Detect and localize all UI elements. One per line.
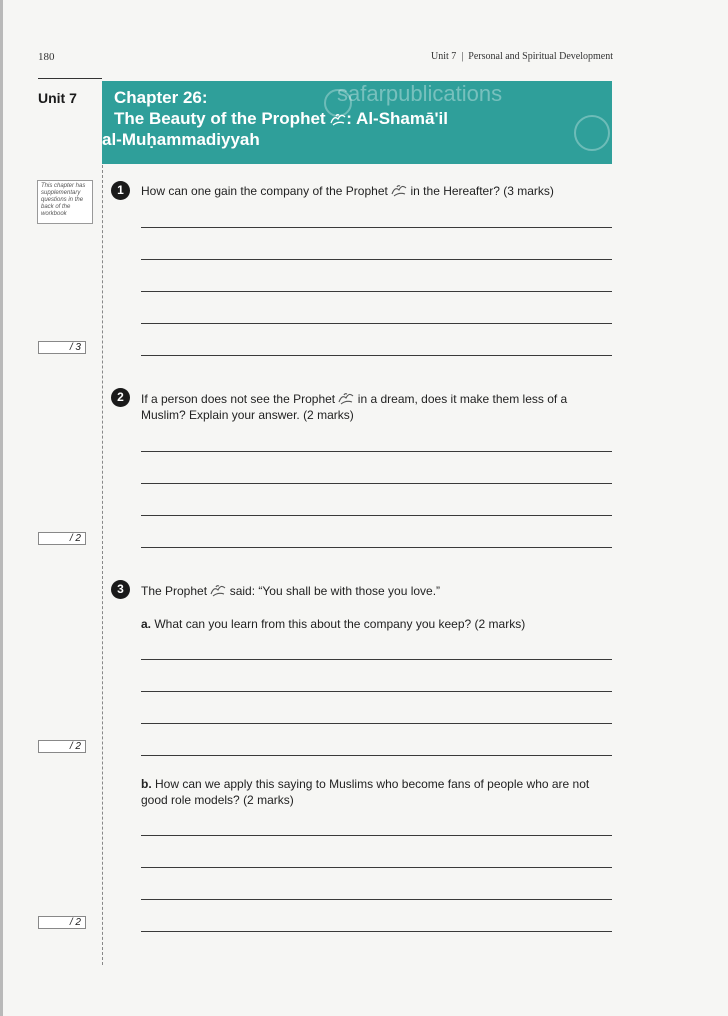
sub-question-b (141, 776, 611, 808)
salutation-seal-icon (391, 183, 407, 197)
question-text-part: in a dream, does it make them less of a Muslim? Explain your answer. (2 marks) (141, 392, 568, 422)
answer-line[interactable] (141, 691, 612, 692)
header-rule (38, 78, 102, 79)
answer-line[interactable] (141, 451, 612, 452)
marks-box[interactable]: / 3 (38, 341, 86, 354)
marks-box[interactable]: / 2 (38, 740, 86, 753)
chapter-title-part: The Beauty of the Prophet (114, 109, 331, 128)
chapter-title-line: al-Muḥammadiyyah (102, 130, 260, 149)
answer-line[interactable] (141, 355, 612, 356)
margin-divider (102, 165, 103, 965)
answer-line[interactable] (141, 931, 612, 932)
answer-line[interactable] (141, 659, 612, 660)
marks-box[interactable]: / 2 (38, 916, 86, 929)
answer-line[interactable] (141, 323, 612, 324)
answer-line[interactable] (141, 867, 612, 868)
salutation-seal-icon (210, 583, 226, 597)
question-text (141, 391, 611, 423)
sub-question-text: What can you learn from this about the company you keep? (2 marks) (151, 617, 526, 631)
answer-line[interactable] (141, 899, 612, 900)
question-text-part: The Prophet (141, 584, 211, 598)
running-header (431, 51, 613, 62)
marks-box[interactable]: / 2 (38, 532, 86, 545)
answer-line[interactable] (141, 291, 612, 292)
sub-question-letter: b. (141, 777, 152, 791)
running-header-unit: Unit 7 (431, 51, 457, 62)
answer-line[interactable] (141, 755, 612, 756)
salutation-seal-icon (338, 391, 354, 405)
question-text-part: How can one gain the company of the Prophet (141, 184, 392, 198)
answer-line[interactable] (141, 835, 612, 836)
answer-line[interactable] (141, 547, 612, 548)
question-number-badge: 1 (111, 181, 130, 200)
unit-label: Unit 7 (38, 90, 77, 106)
answer-line[interactable] (141, 227, 612, 228)
answer-line[interactable] (141, 483, 612, 484)
supplementary-note: This chapter has supplementary questions in the back of the workbook (37, 180, 93, 224)
question-number-badge: 2 (111, 388, 130, 407)
question-text-part: said: “You shall be with those you love.” (226, 584, 441, 598)
answer-line[interactable] (141, 259, 612, 260)
page-number: 180 (38, 51, 55, 63)
question-number-badge: 3 (111, 580, 130, 599)
chapter-banner (102, 81, 612, 164)
publisher-watermark: safarpublications (337, 81, 503, 106)
question-text (141, 583, 611, 599)
chapter-title-line (114, 109, 448, 129)
running-header-separator: | (461, 51, 464, 62)
answer-line[interactable] (141, 515, 612, 516)
chapter-number: Chapter 26: (114, 88, 208, 107)
sub-question-a (141, 616, 611, 632)
answer-line[interactable] (141, 723, 612, 724)
question-text-part: in the Hereafter? (3 marks) (407, 184, 554, 198)
sub-question-text: How can we apply this saying to Muslims who become fans of people who are not good role models? (2 marks) (141, 777, 590, 807)
sub-question-letter: a. (141, 617, 152, 631)
running-header-section: Personal and Spiritual Development (468, 51, 613, 62)
salutation-seal-icon (330, 112, 346, 126)
page-edge (0, 0, 3, 1016)
watermark-logo-icon (574, 115, 610, 151)
question-text (141, 183, 611, 199)
chapter-title-part: : Al-Shamā'il (346, 109, 448, 128)
question-text-part: If a person does not see the Prophet (141, 392, 339, 406)
